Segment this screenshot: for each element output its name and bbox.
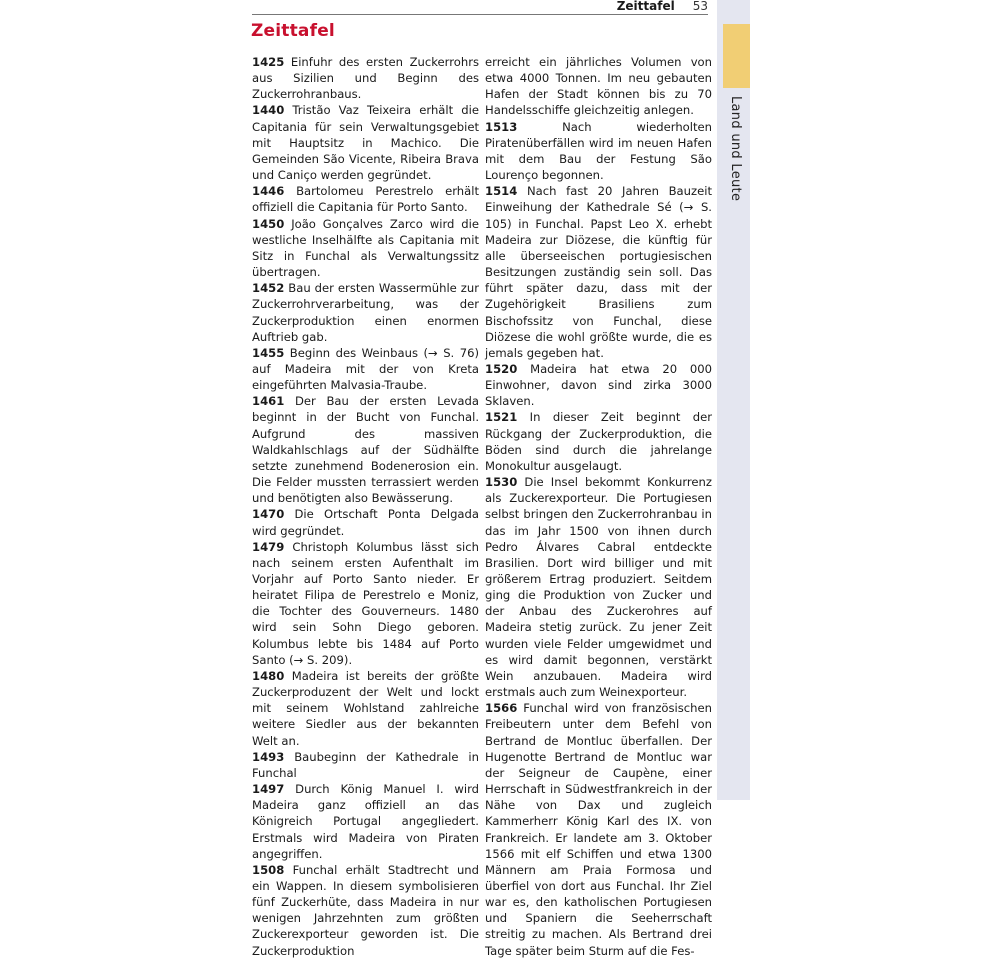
timeline-entry [252, 668, 479, 749]
page-number: 53 [692, 0, 708, 13]
timeline-entry [485, 361, 712, 409]
timeline-entry [252, 506, 479, 538]
timeline-text: Einfuhr des ersten Zuckerrohrs aus Sizilien und Beginn des Zuckerrohranbaus. [252, 55, 479, 102]
timeline-entry [252, 781, 479, 862]
timeline-entry [252, 345, 479, 393]
timeline-year: 1521 [485, 410, 518, 425]
timeline-year: 1493 [252, 749, 285, 764]
timeline-text: erreicht ein jährliches Volumen von etwa 4000 Tonnen. Im neu gebauten Hafen der Stadt können bis zu 70 Handelsschiffe gleichzeitig anlegen. [485, 55, 712, 118]
timeline-entry [252, 216, 479, 281]
timeline-text: Madeira ist bereits der größte Zuckerproduzent der Welt und lockt mit seinem Wohlstand zahlreiche weitere Siedler aus der bekannten Welt an. [252, 668, 480, 748]
timeline-year: 1455 [252, 345, 285, 360]
timeline-year: 1470 [252, 507, 285, 522]
timeline-entry [485, 700, 712, 959]
timeline-text: João Gonçalves Zarco wird die westliche Inselhälfte als Capitania mit Sitz in Funchal als Verwaltungssitz übertragen. [252, 216, 480, 280]
timeline-entry [252, 749, 479, 781]
timeline-text: Tristão Vaz Teixeira erhält die Capitania für sein Verwaltungsgebiet mit Hauptsitz in Machico. Die Gemeinden São Vicente, Ribeira Brava und Caniço werden gegründet. [252, 103, 479, 183]
timeline-entry [252, 539, 479, 668]
timeline-text: In dieser Zeit beginnt der Rückgang der Zuckerproduktion, die Böden sind durch die jahrelange Monokultur ausgelaugt. [485, 410, 713, 473]
timeline-text: Bau der ersten Wassermühle zur Zuckerrohrverarbeitung, was der Zuckerproduktion einen enormen Auftrieb gab. [252, 281, 480, 344]
timeline-text: Bartolomeu Perestrelo erhält offiziell die Capitania für Porto Santo. [252, 184, 479, 215]
timeline-text: Baubeginn der Kathedrale in Funchal [252, 749, 479, 780]
timeline-text: Beginn des Weinbaus (→ S. 76) auf Madeira mit der von Kreta eingeführten Malvasia-Traube. [252, 345, 480, 393]
timeline-column-right [485, 54, 712, 959]
timeline-year: 1425 [252, 55, 285, 69]
timeline-text: Die Ortschaft Ponta Delgada wird gegründet. [252, 507, 480, 538]
running-head-title: Zeittafel [616, 0, 675, 13]
timeline-entry [485, 54, 712, 119]
timeline-year: 1446 [252, 184, 285, 199]
timeline-entry [252, 183, 479, 215]
timeline-entry [252, 862, 479, 959]
timeline-entry [485, 119, 712, 184]
timeline-year: 1514 [485, 184, 518, 199]
timeline-year: 1461 [252, 394, 285, 409]
timeline-year: 1440 [252, 103, 285, 118]
timeline-year: 1479 [252, 539, 285, 554]
timeline-text: Funchal erhält Stadtrecht und ein Wappen. In diesem symbolisieren fünf Zuckerhüte, dass Madeira in nur wenigen Jahrzehnten zum größten Zuckerexporteur geworden ist. Die Zuckerproduktion [252, 862, 480, 958]
timeline-year: 1450 [252, 216, 285, 231]
timeline-entry [485, 409, 712, 474]
chapter-tab-marker [723, 24, 750, 88]
timeline-entry [252, 54, 479, 102]
timeline-year: 1508 [252, 862, 285, 877]
timeline-entry [485, 183, 712, 361]
timeline-year: 1497 [252, 782, 285, 797]
timeline-entry [485, 474, 712, 700]
timeline-text: Durch König Manuel I. wird Madeira ganz offiziell an das Königreich Portugal angegliedert. Erstmals wird Madeira von Piraten angegriffen. [252, 782, 480, 861]
timeline-year: 1480 [252, 668, 285, 683]
timeline-column-left [252, 54, 479, 959]
timeline-text: Funchal wird von französischen Freibeutern unter dem Befehl von Bertrand de Montluc überfallen. Der Hugenotte Bertrand de Montluc war der Seigneur de Caupène, einer Herrschaft in Südwestfrankreich in der Nähe von Dax und zugleich Kammerherr König Karl des IX. von Frankreich. Er landete am 3. Oktober 1566 mit elf Schiffen und etwa 1300 Männern am Praia Formosa und überfiel von dort aus Funchal. Ihr Ziel war es, den katholischen Portugiesen und Spaniern die Seeherrschaft streitig zu machen. Als Bertrand drei Tage später beim Sturm auf die Fes- [485, 701, 713, 958]
chapter-label: Land und Leute [728, 96, 743, 202]
timeline-text: Der Bau der ersten Levada beginnt in der Bucht von Funchal. Aufgrund des massiven Waldkahlschlags auf der Südhälfte setzte zunehmend Bodenerosion ein. Die Felder mussten terrassiert werden und benötigten also Bewässerung. [252, 394, 479, 506]
timeline-text: Nach fast 20 Jahren Bauzeit Einweihung der Kathedrale Sé (→ S. 105) in Funchal. Papst Leo X. erhebt Madeira zur Diözese, die künftig für alle überseeischen portugiesischen Besitzungen zuständig sein soll. Das führt später dazu, dass mit der Zugehörigkeit Brasiliens zum Bischofssitz von Funchal, diese Diözese die wohl größte wurde, die es jemals gegeben hat. [485, 184, 712, 360]
running-head [252, 0, 708, 15]
timeline-year: 1520 [485, 361, 518, 376]
timeline-year: 1530 [485, 475, 518, 490]
section-title: Zeittafel [251, 21, 335, 41]
timeline-entry [252, 102, 479, 183]
timeline-year: 1566 [485, 701, 518, 716]
timeline-text: Christoph Kolumbus lässt sich nach seinem ersten Aufenthalt im Vorjahr auf Porto Santo nieder. Er heiratet Filipa de Perestrelo e Moniz, die Tochter des Gouverneurs. 1480 wird sein Sohn Diego geboren. Kolumbus lebte bis 1484 auf Porto Santo (→ S. 209). [252, 539, 479, 667]
timeline-entry [252, 393, 479, 506]
timeline-text: Madeira hat etwa 20 000 Einwohner, davon sind zirka 3000 Sklaven. [485, 361, 712, 409]
timeline-entry [252, 280, 479, 345]
timeline-year: 1452 [252, 281, 285, 296]
timeline-text: Nach wiederholten Piratenüberfällen wird im neuen Hafen mit dem Bau der Festung São Lourenço begonnen. [485, 119, 713, 183]
timeline-year: 1513 [485, 119, 518, 134]
timeline-text: Die Insel bekommt Konkurrenz als Zuckerexporteur. Die Portugiesen selbst bringen den Zuckerrohranbau in das im Jahr 1500 von ihnen durch Pedro Álvares Cabral entdeckte Brasilien. Dort wird billiger und mit größerem Ertrag produziert. Seitdem ging die Produktion von Zucker und der Anbau des Zuckerohres auf Madeira stetig zurück. Zu jener Zeit wurden viele Felder umgewidmet und es wird damit begonnen, verstärkt Wein anzubauen. Madeira wird erstmals auch zum Weinexporteur. [485, 475, 712, 700]
